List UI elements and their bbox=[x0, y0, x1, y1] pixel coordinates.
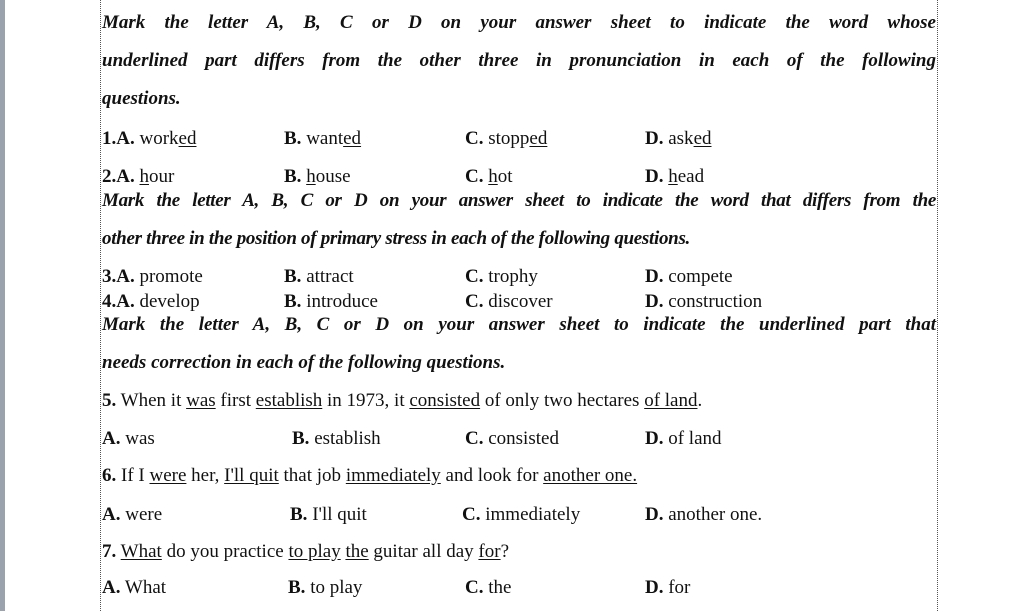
q6-option-c: C. immediately bbox=[462, 504, 581, 525]
q3-option-d: D. compete bbox=[645, 266, 733, 287]
q2-option-a: 2.A. hour bbox=[102, 166, 175, 187]
q1-option-d: D. asked bbox=[645, 128, 712, 149]
q2-option-b: B. house bbox=[284, 166, 351, 187]
q1-option-c: C. stopped bbox=[465, 128, 548, 149]
q7-option-b: B. to play bbox=[288, 577, 363, 598]
q5-option-a: A. was bbox=[102, 428, 155, 449]
q4-option-a: 4.A. develop bbox=[102, 291, 200, 312]
q5-option-d: D. of land bbox=[645, 428, 722, 449]
q7-sentence: 7. What do you practice to play the guitar all day for? bbox=[102, 541, 510, 562]
window-edge bbox=[0, 0, 5, 611]
q7-option-c: C. the bbox=[465, 577, 512, 598]
q5-option-c: C. consisted bbox=[465, 428, 559, 449]
q1-option-a: 1.A. worked bbox=[102, 128, 197, 149]
q7-option-a: A. What bbox=[102, 577, 167, 598]
q6-option-b: B. I'll quit bbox=[290, 504, 367, 525]
q6-option-d: D. another one. bbox=[645, 504, 763, 525]
right-margin-guide bbox=[937, 0, 938, 611]
q3-option-c: C. trophy bbox=[465, 266, 538, 287]
q4-option-c: C. discover bbox=[465, 291, 553, 312]
q6-sentence: 6. If I were her, I'll quit that job immediately and look for another one. bbox=[102, 465, 638, 486]
left-margin-guide bbox=[100, 0, 101, 611]
q4-option-b: B. introduce bbox=[284, 291, 378, 312]
pronunciation-instruction-line-2: underlined part differs from the other three in pronunciation in each of the following bbox=[102, 50, 936, 71]
stress-instruction-line-2: other three in the position of primary stress in each of the following questions. bbox=[102, 228, 690, 249]
q3-option-b: B. attract bbox=[284, 266, 354, 287]
pronunciation-instruction-line-1: Mark the letter A, B, C or D on your answer sheet to indicate the word whose bbox=[102, 12, 936, 33]
correction-instruction-line-1: Mark the letter A, B, C or D on your answer sheet to indicate the underlined part that bbox=[102, 314, 936, 335]
q7-option-d: D. for bbox=[645, 577, 691, 598]
q5-sentence: 5. When it was first establish in 1973, it consisted of only two hectares of land. bbox=[102, 390, 703, 411]
q6-option-a: A. were bbox=[102, 504, 163, 525]
stress-instruction-line-1: Mark the letter A, B, C or D on your answer sheet to indicate the word that differs from the bbox=[102, 190, 936, 211]
correction-instruction-line-2: needs correction in each of the following questions. bbox=[102, 352, 506, 373]
q2-option-d: D. head bbox=[645, 166, 705, 187]
q4-option-d: D. construction bbox=[645, 291, 763, 312]
q2-option-c: C. hot bbox=[465, 166, 513, 187]
q1-option-b: B. wanted bbox=[284, 128, 362, 149]
q3-option-a: 3.A. promote bbox=[102, 266, 203, 287]
pronunciation-instruction-line-3: questions. bbox=[102, 88, 181, 109]
q5-option-b: B. establish bbox=[292, 428, 381, 449]
